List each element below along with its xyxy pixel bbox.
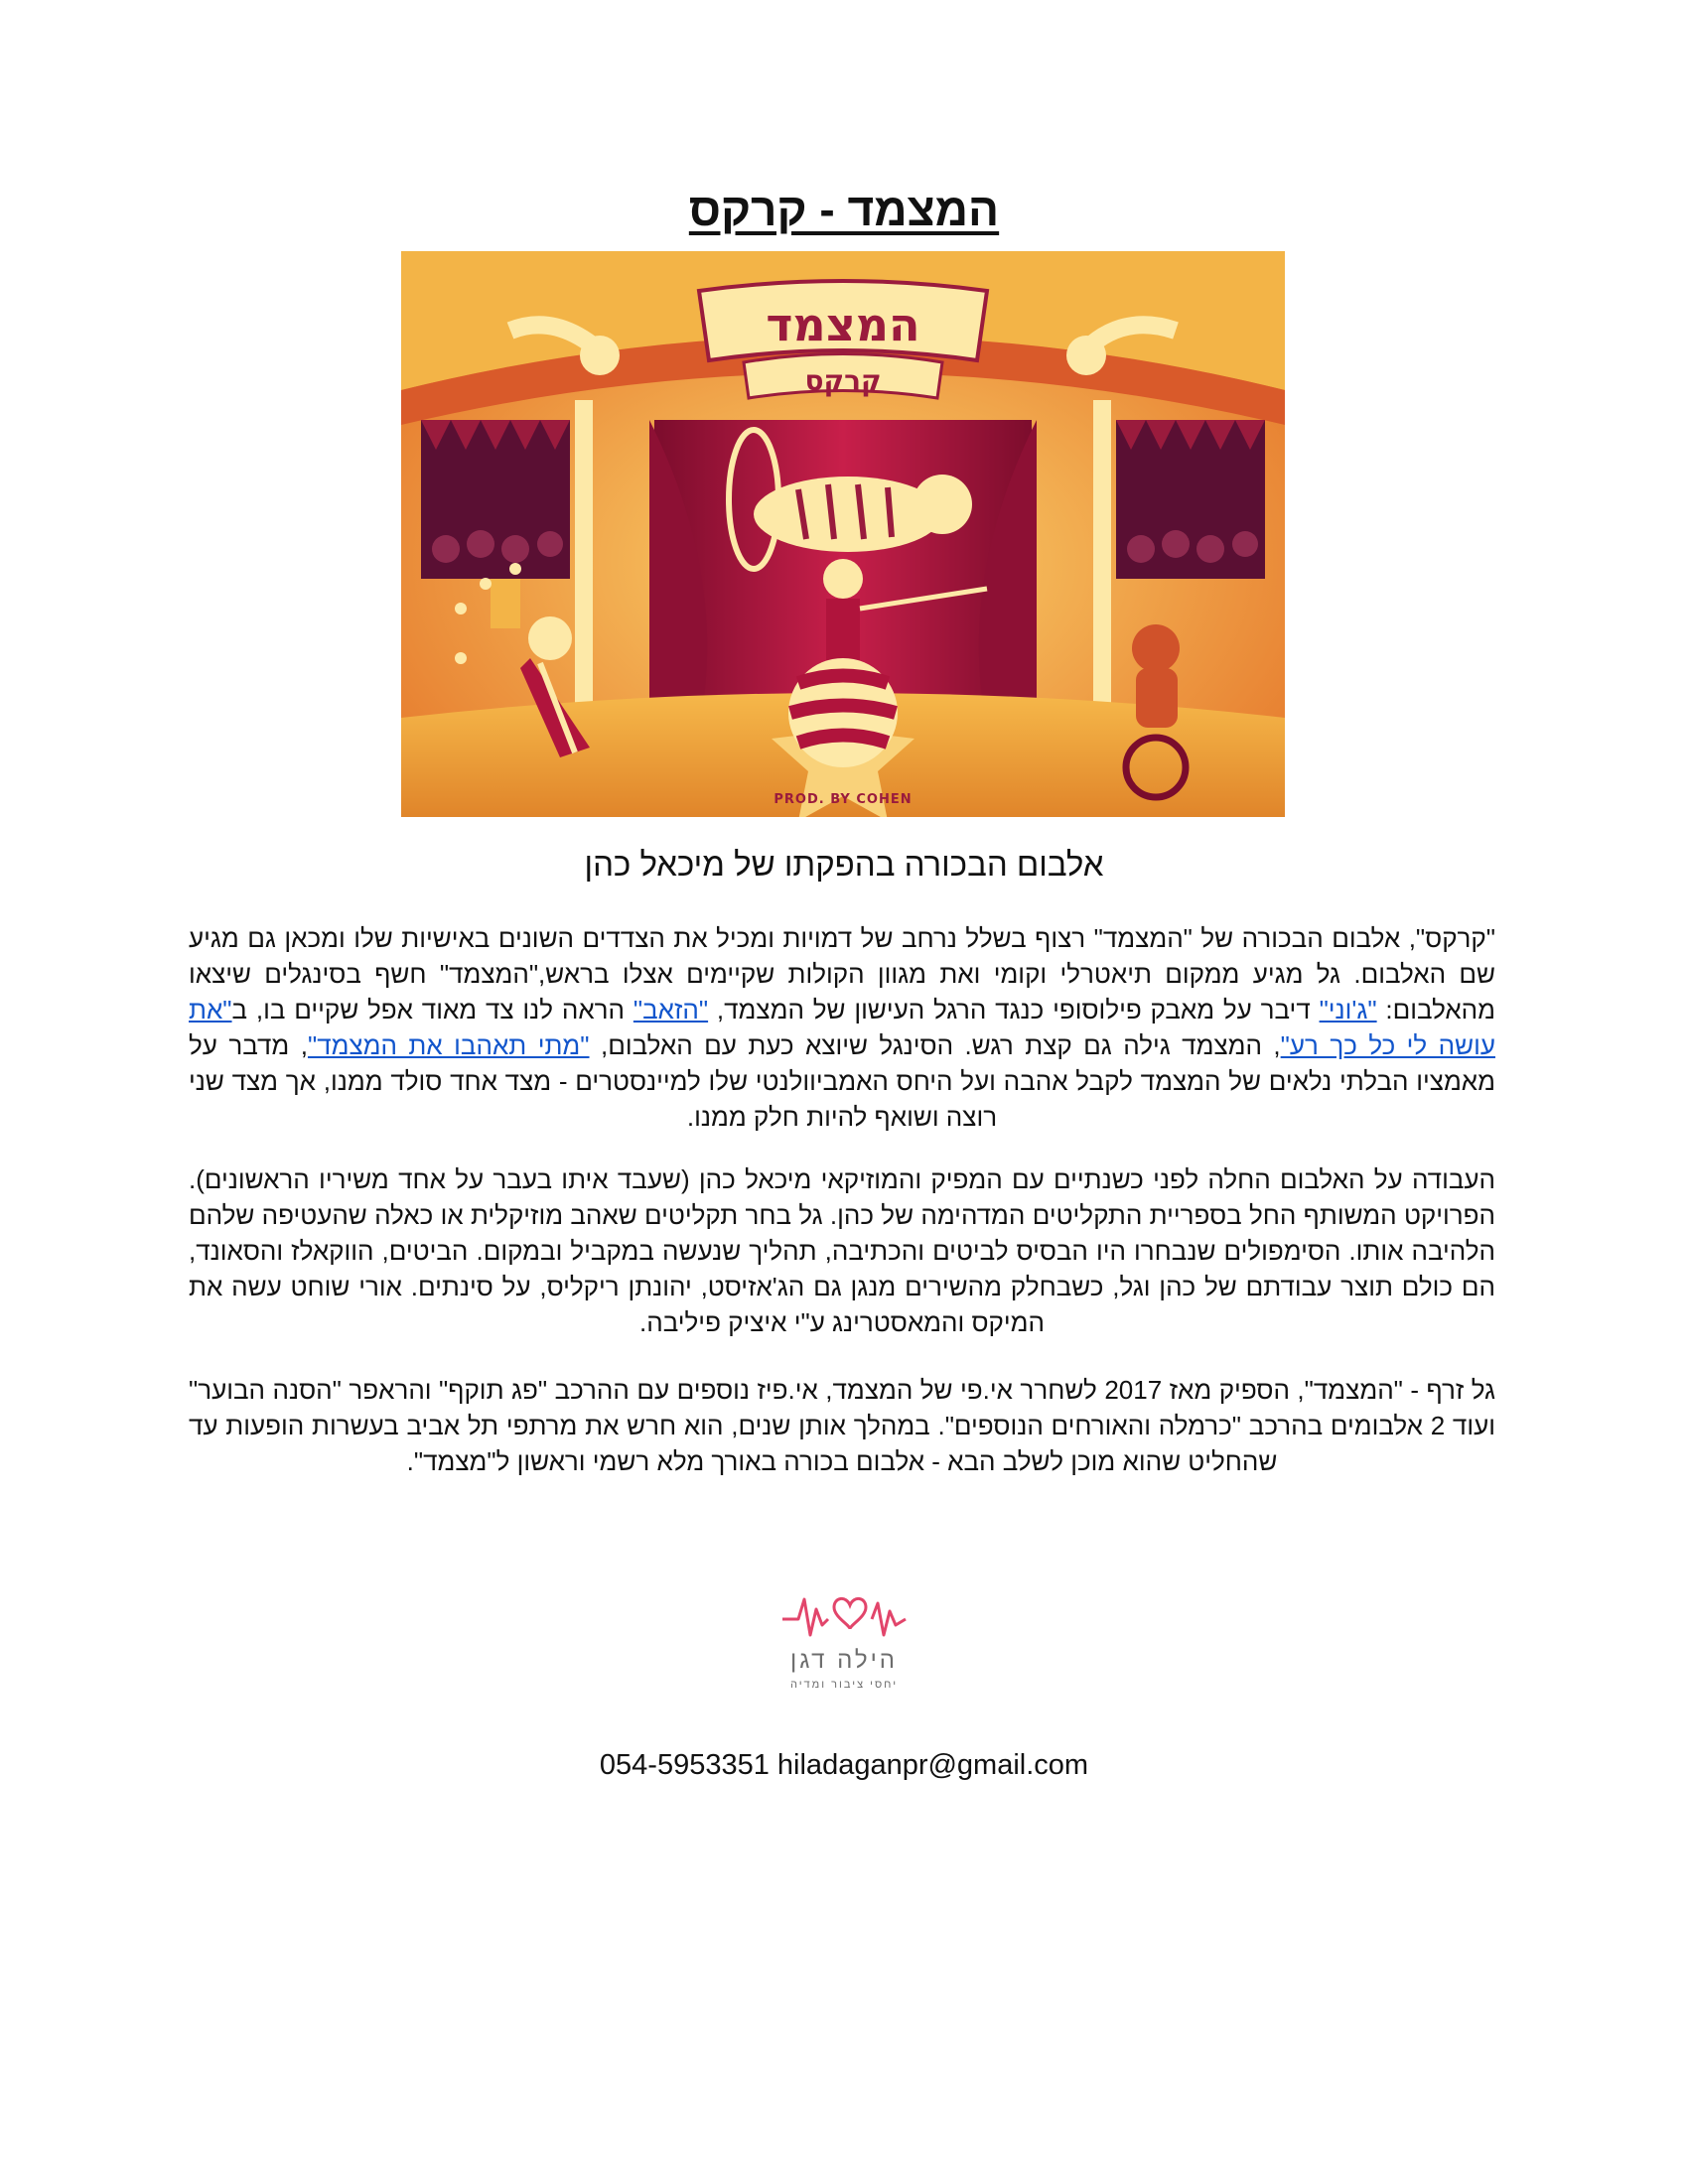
link-hazeev[interactable]: "הזאב" [633, 995, 709, 1024]
link-at-osa-li[interactable]: "את עושה לי כל כך רע" [189, 995, 1495, 1060]
paragraph-3 [189, 1372, 1495, 1479]
heart-pulse-icon [776, 1585, 912, 1645]
p3-text: גל זרף - "המצמד", הספיק מאז 2017 לשחרר אי.פי של המצמד, אי.פיז נוספים עם ההרכב "פג תוקף" והראפר "הסנה הבוער" ועוד 2 אלבומים בהרכב "כרמלה והאורחים הנוספים". במהלך אותן שנים, הוא חרש את מרתפי תל אביב בעשרות הופעות עד שהחליט שהוא מוכן לשלב הבא - אלבום בכורה באורך מלא רשמי וראשון ל"מצמד". [189, 1375, 1495, 1476]
subtitle: אלבום הבכורה בהפקתו של מיכאל כהן [584, 846, 1104, 883]
cover-album-text: קרקס [804, 364, 882, 397]
p1-text-4: , המצמד גילה גם קצת רגש. הסינגל שיוצא כעת עם האלבום, [589, 1030, 1281, 1060]
p1-text-3: הראה לנו צד מאוד אפל שקיים בו, ב [231, 995, 633, 1024]
p1-text-1: "קרקס", אלבום הבכורה של "המצמד" רצוף בשלל נרחב של דמויות ומכיל את הצדדים השונים באישיות שלו ומכאן גם מגיע שם האלבום. גל מגיע ממקום תיאטרלי וקומי ואת מגוון הקולות שקיימים אצלו בראש,"המצמד" חשף בסינגלים שיצאו מהאלבום: [189, 923, 1495, 1024]
contact-line: 054-5953351 hiladaganpr@gmail.com [599, 1749, 1089, 1781]
link-johnny[interactable]: "ג'וני" [1319, 995, 1377, 1024]
logo-tagline: יחסי ציבור ומדיה [789, 1679, 899, 1691]
paragraph-1 [189, 920, 1495, 1135]
cover-credit: PROD. BY COHEN [774, 792, 913, 807]
cover-logo-text: המצמד [766, 298, 920, 351]
p1-text-2: דיבר על מאבק פילוסופי כנגד הרגל העישון של המצמד, [708, 995, 1320, 1024]
p1-text-5: , מדבר על מאמציו הבלתי נלאים של המצמד לקבל אהבה ועל היחס האמביוולנטי שלו למיינסטרים - מצד אחד סולד ממנו, אך מצד שני רוצה ושואף להיות חלק ממנו. [189, 1030, 1495, 1132]
logo-name: הילה דגן [789, 1647, 899, 1674]
link-matai-teohavu[interactable]: "מתי תאהבו את המצמד" [307, 1030, 590, 1060]
paragraph-2 [189, 1161, 1495, 1340]
p2-text: העבודה על האלבום החלה לפני כשנתיים עם המפיק והמוזיקאי מיכאל כהן (שעבד איתו בעבר על אחד משיריו הראשונים). הפרויקט המשותף החל בספריית התקליטים המדהימה של כהן. גל בחר תקליטים שאהב מוזיקלית או כאלה שהעטיפה שלהם הלהיבה אותו. הסימפולים שנבחרו היו הבסיס לביטים והכתיבה, תהליך שנעשה במקביל ובמקום. הביטים, הווקאלז והסאונד, הם כולם תוצר עבודתם של כהן וגל, כשבחלק מהשירים מנגן גם הג'אזיסט, יהונתן ריקליס, על סינתים. אורי שוחט עשה את המיקס והמאסטרינג ע"י איציק פיליבה. [189, 1164, 1495, 1337]
pr-logo [776, 1585, 912, 1695]
page-title: המצמד - קרקס [688, 184, 1000, 235]
album-cover-image [401, 251, 1285, 817]
